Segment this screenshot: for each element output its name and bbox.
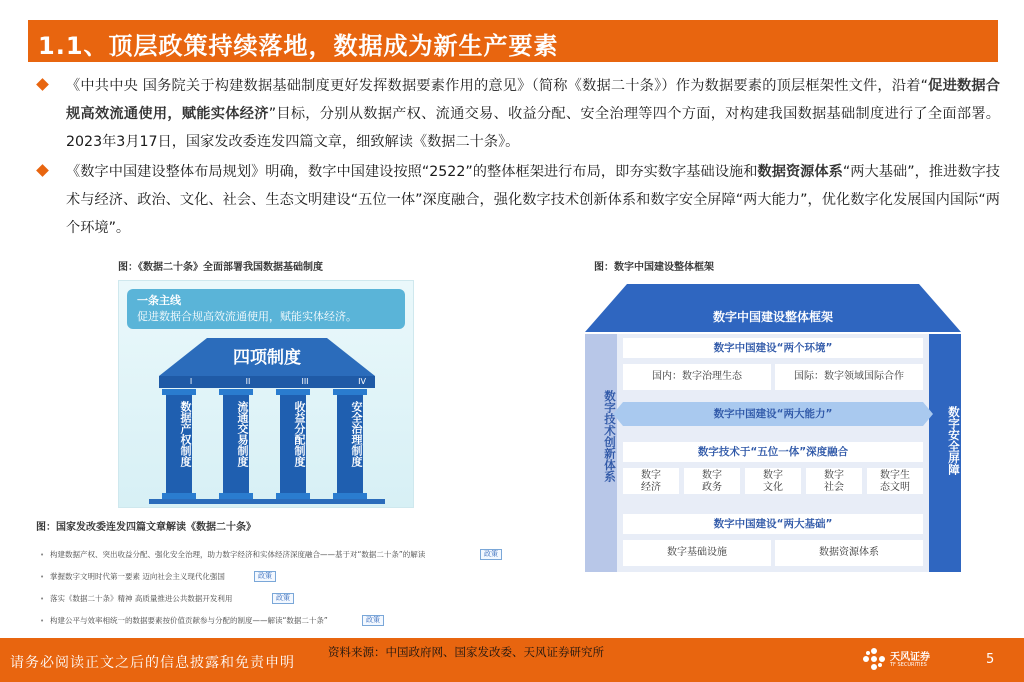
pillar-label: 流通交易制度 — [236, 401, 249, 467]
title-bar — [28, 20, 998, 62]
bullet-1-pre: 《中共中央 国务院关于构建数据基础制度更好发挥数据要素作用的意见》（简称《数据二十条》）作为数据要素的顶层框架性文件，沿着“ — [66, 78, 928, 94]
bullet-2-post: “两大基础”，推进数字技术与经济、政治、文化、社会、生态文明建设“五位一体”深度融合，强化数字技术创新体系和数字安全屏障“两大能力”，优化数字化发展国内国际“两个环境”。 — [66, 164, 1000, 236]
article-title[interactable]: 构建公平与效率相统一的数据要素按价值贡献参与分配的制度——解读“数据二十条” — [50, 616, 328, 625]
pillar-property-rights — [166, 393, 192, 493]
company-logo — [862, 644, 942, 676]
list-item[interactable] — [40, 548, 560, 562]
roman-numeral: IV — [358, 377, 366, 386]
list-dot-icon: • — [40, 617, 45, 625]
four-pillars-figure — [118, 280, 414, 508]
page-number: 5 — [986, 652, 995, 667]
policy-tag-button[interactable]: 政策 — [272, 593, 294, 604]
footer-disclaimer: 请务必阅读正文之后的信息披露和免责申明 — [10, 655, 295, 671]
main-line-text: 促进数据合规高效流通使用，赋能实体经济。 — [137, 310, 357, 323]
right-side-column — [929, 334, 961, 572]
source-note: 资料来源：中国政府网、国家发改委、天风证券研究所 — [328, 645, 604, 659]
roman-numeral: III — [301, 377, 309, 386]
bullet-2-text — [66, 158, 1000, 242]
framework-title: 数字中国建设整体框架 — [712, 310, 833, 324]
pillar-capital — [333, 389, 367, 395]
pillar-capital — [219, 389, 253, 395]
pillars-ground — [149, 499, 385, 504]
cell-line: 数字生 — [880, 470, 910, 481]
capability-label: 数字中国建设“两大能力” — [713, 408, 833, 420]
main-line-box — [127, 289, 405, 329]
policy-tag-button[interactable]: 政策 — [254, 571, 276, 582]
cell-line: 数字 — [702, 470, 722, 481]
pillar-label: 数据产权制度 — [179, 401, 192, 467]
list-dot-icon: • — [40, 595, 45, 603]
bullet-2-highlight: 数据资源体系 — [757, 164, 843, 180]
pillar-circulation — [223, 393, 249, 493]
bullet-2-pre: 《数字中国建设整体布局规划》明确，数字中国建设按照“2522”的整体框架进行布局，即夯实数字基础设施和 — [66, 164, 758, 180]
roman-numeral: I — [189, 377, 193, 386]
pillar-label: 收益分配制度 — [293, 401, 306, 467]
fig-list-caption: 图：国家发改委连发四篇文章解读《数据二十条》 — [36, 522, 256, 533]
list-dot-icon: • — [40, 551, 45, 559]
cell-line: 数字 — [641, 470, 661, 481]
base-cell-data-resources: 数据资源体系 — [775, 540, 923, 566]
environment-header: 数字中国建设“两个环境” — [623, 338, 923, 358]
list-dot-icon: • — [40, 573, 45, 581]
five-cell-society — [806, 468, 862, 494]
five-cell-ecology — [867, 468, 923, 494]
env-cell-international: 国际：数字领域国际合作 — [775, 364, 923, 390]
bullet-1-text — [66, 72, 1000, 156]
five-cell-economy — [623, 468, 679, 494]
five-in-one-header: 数字技术于“五位一体”深度融合 — [623, 442, 923, 462]
diamond-bullet-icon — [36, 164, 49, 177]
footer-bar — [0, 638, 1024, 682]
policy-tag-button[interactable]: 政策 — [480, 549, 502, 560]
cell-line: 经济 — [641, 482, 661, 493]
article-title[interactable]: 落实《数据二十条》精神 高质量推进公共数据开发利用 — [50, 594, 233, 603]
main-line-title: 一条主线 — [137, 294, 181, 307]
fig-right-caption: 图：数字中国建设整体框架 — [594, 262, 714, 273]
page-title: 1.1、顶层政策持续落地，数据成为新生产要素 — [38, 32, 559, 60]
article-title[interactable]: 构建数据产权、突出收益分配、强化安全治理，助力数字经济和实体经济深度融合——基于对“数据二十条”的解读 — [50, 550, 426, 559]
pillar-capital — [162, 389, 196, 395]
logo-flower-icon — [862, 647, 886, 671]
five-cell-government — [684, 468, 740, 494]
roman-numeral: II — [245, 377, 251, 386]
pillar-distribution — [280, 393, 306, 493]
base-header: 数字中国建设“两大基础” — [623, 514, 923, 534]
right-side-label: 数字安全屏障 — [947, 406, 961, 475]
pillars-roof-title: 四项制度 — [233, 348, 301, 368]
five-cell-culture — [745, 468, 801, 494]
pillar-capital — [276, 389, 310, 395]
article-title[interactable]: 掌握数字文明时代第一要素 迈向社会主义现代化强国 — [50, 572, 225, 581]
cell-line: 数字 — [763, 470, 783, 481]
diamond-bullet-icon — [36, 78, 49, 91]
pillar-label: 安全治理制度 — [350, 401, 363, 467]
env-cell-domestic: 国内：数字治理生态 — [623, 364, 771, 390]
logo-name: 天风证券 — [890, 652, 930, 663]
capability-arrow — [623, 402, 923, 426]
base-cell-infrastructure: 数字基础设施 — [623, 540, 771, 566]
cell-line: 数字 — [824, 470, 844, 481]
pillar-security — [337, 393, 363, 493]
left-side-label: 数字技术创新体系 — [603, 390, 617, 482]
list-item[interactable] — [40, 592, 560, 606]
cell-line: 文化 — [763, 482, 783, 493]
cell-line: 政务 — [702, 482, 722, 493]
left-side-column — [585, 334, 617, 572]
fig-left-caption: 图：《数据二十条》全面部署我国数据基础制度 — [118, 262, 323, 273]
bullet-1-post: ”目标，分别从数据产权、流通交易、收益分配、安全治理等四个方面，对构建我国数据基础制度进行了全面部署。2023年3月17日，国家发改委连发四篇文章，细致解读《数据二十条》。 — [66, 106, 1000, 150]
policy-tag-button[interactable]: 政策 — [362, 615, 384, 626]
cell-line: 社会 — [824, 482, 844, 493]
cell-line: 态文明 — [880, 482, 910, 493]
list-item[interactable] — [40, 570, 560, 584]
list-item[interactable] — [40, 614, 560, 628]
logo-subtitle: TF SECURITIES — [890, 662, 927, 668]
bullet-1-highlight: 促进数据合规高效流通使用，赋能实体经济 — [66, 78, 1000, 122]
digital-china-framework — [585, 284, 961, 572]
